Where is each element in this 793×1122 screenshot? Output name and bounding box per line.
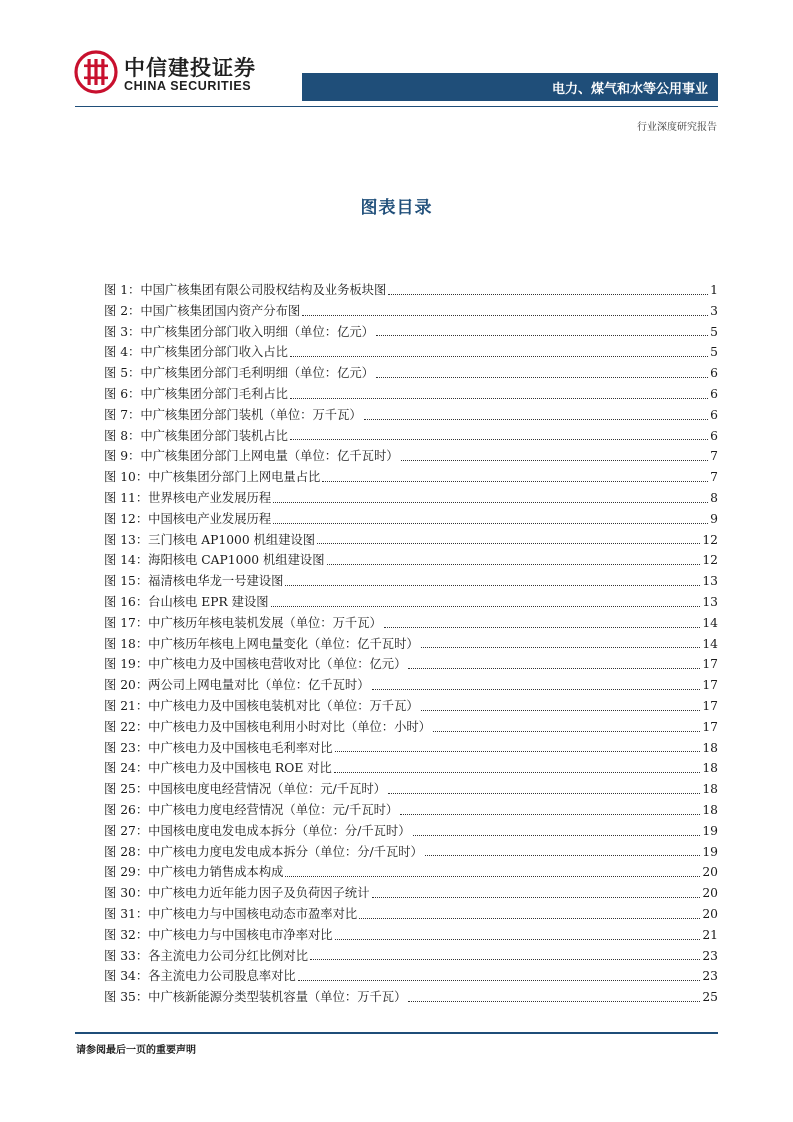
toc-leader-dots (388, 294, 708, 295)
toc-entry-label: 图 19：中广核电力及中国核电营收对比（单位：亿元） (104, 657, 407, 672)
toc-entry-label: 图 1：中国广核集团有限公司股权结构及业务板块图 (104, 283, 387, 297)
toc-entry-page: 3 (710, 303, 718, 318)
toc-entry-page: 14 (702, 615, 718, 630)
toc-leader-dots (302, 315, 708, 316)
toc-entry-label: 图 4：中广核集团分部门收入占比 (104, 345, 288, 360)
toc-leader-dots (273, 502, 708, 503)
toc-entry[interactable] (104, 925, 718, 946)
toc-entry-page: 12 (702, 532, 718, 547)
toc-entry[interactable] (104, 322, 718, 343)
toc-leader-dots (372, 897, 701, 898)
toc-entry-page: 12 (702, 553, 718, 568)
toc-entry-label: 图 6：中广核集团分部门毛利占比 (104, 386, 288, 401)
toc-entry-label: 图 5：中广核集团分部门毛利明细（单位：亿元） (104, 366, 374, 381)
toc-entry[interactable] (104, 717, 718, 738)
toc-entry[interactable] (104, 821, 718, 842)
logo-chinese-name: 中信建投证券 (124, 56, 256, 80)
toc-leader-dots (425, 855, 701, 856)
toc-entry-label: 图 23：中广核电力及中国核电毛利率对比 (104, 740, 333, 755)
figure-toc-list (104, 280, 718, 1008)
toc-entry-page: 7 (710, 470, 718, 485)
toc-entry-page: 21 (702, 927, 718, 942)
toc-entry[interactable] (104, 758, 718, 779)
page-header (0, 0, 793, 140)
toc-leader-dots (285, 585, 700, 586)
toc-leader-dots (359, 918, 700, 919)
toc-entry-label: 图 7：中广核集团分部门装机（单位：万千瓦） (104, 407, 362, 422)
toc-entry-label: 图 34：各主流电力公司股息率对比 (104, 969, 296, 984)
toc-entry-label: 图 32：中广核电力与中国核电市净率对比 (104, 927, 333, 942)
toc-entry-label: 图 27：中国核电度电发电成本拆分（单位：分/千瓦时） (104, 823, 411, 838)
toc-entry[interactable] (104, 946, 718, 967)
toc-leader-dots (290, 356, 708, 357)
toc-entry-page: 9 (710, 511, 718, 526)
china-securities-logo-icon (74, 50, 118, 94)
toc-entry-page: 17 (702, 678, 718, 693)
toc-entry-label: 图 15：福清核电华龙一号建设图 (104, 574, 284, 589)
toc-entry[interactable] (104, 987, 718, 1008)
toc-leader-dots (401, 460, 709, 461)
toc-entry-label: 图 28：中广核电力度电发电成本拆分（单位：分/千瓦时） (104, 844, 423, 859)
logo-english-name: CHINA SECURITIES (124, 79, 252, 93)
toc-entry-page: 14 (702, 636, 718, 651)
toc-entry[interactable] (104, 467, 718, 488)
toc-entry[interactable] (104, 488, 718, 509)
toc-entry-page: 17 (702, 657, 718, 672)
toc-entry[interactable] (104, 842, 718, 863)
toc-entry-label: 图 25：中国核电度电经营情况（单位：元/千瓦时） (104, 782, 386, 797)
toc-entry-page: 17 (702, 698, 718, 713)
toc-entry-label: 图 22：中广核电力及中国核电利用小时对比（单位：小时） (104, 719, 431, 734)
toc-leader-dots (335, 939, 701, 940)
toc-entry-page: 23 (702, 969, 718, 984)
toc-entry[interactable] (104, 550, 718, 571)
toc-entry[interactable] (104, 530, 718, 551)
footer-divider (75, 1032, 718, 1034)
toc-entry-page: 19 (702, 823, 718, 838)
toc-entry-page: 7 (710, 449, 718, 464)
toc-entry-label: 图 35：中广核新能源分类型装机容量（单位：万千瓦） (104, 990, 407, 1005)
toc-entry[interactable] (104, 738, 718, 759)
toc-leader-dots (364, 419, 709, 420)
toc-entry-label: 图 31：中广核电力与中国核电动态市盈率对比 (104, 906, 358, 921)
header-divider (75, 106, 718, 107)
toc-entry-label: 图 8：中广核集团分部门装机占比 (104, 428, 288, 443)
toc-entry-page: 20 (702, 906, 718, 921)
toc-entry[interactable] (104, 862, 718, 883)
toc-entry[interactable] (104, 634, 718, 655)
toc-entry-label: 图 18：中广核历年核电上网电量变化（单位：亿千瓦时） (104, 636, 419, 651)
toc-entry-label: 图 10：中广核集团分部门上网电量占比 (104, 470, 321, 485)
toc-leader-dots (327, 564, 701, 565)
toc-entry-page: 13 (702, 574, 718, 589)
toc-leader-dots (408, 668, 700, 669)
toc-entry[interactable] (104, 571, 718, 592)
toc-entry-label: 图 20：两公司上网电量对比（单位：亿千瓦时） (104, 678, 370, 693)
toc-leader-dots (285, 876, 700, 877)
toc-entry-page: 18 (702, 740, 718, 755)
toc-entry[interactable] (104, 509, 718, 530)
toc-entry[interactable] (104, 405, 718, 426)
toc-entry[interactable] (104, 613, 718, 634)
toc-entry-label: 图 33：各主流电力公司分红比例对比 (104, 948, 309, 963)
toc-entry-label: 图 17：中广核历年核电装机发展（单位：万千瓦） (104, 615, 382, 630)
toc-entry[interactable] (104, 592, 718, 613)
toc-entry-label: 图 30：中广核电力近年能力因子及负荷因子统计 (104, 886, 370, 901)
toc-entry-label: 图 2：中国广核集团国内资产分布图 (104, 303, 301, 318)
toc-entry-page: 6 (710, 428, 718, 443)
toc-entry-page: 1 (710, 283, 718, 297)
toc-entry[interactable] (104, 675, 718, 696)
sector-banner (302, 73, 718, 101)
toc-entry-label: 图 13：三门核电 AP1000 机组建设图 (104, 532, 316, 547)
toc-leader-dots (376, 335, 708, 336)
toc-entry-page: 17 (702, 719, 718, 734)
toc-entry-page: 6 (710, 366, 718, 381)
toc-entry-page: 18 (702, 802, 718, 817)
toc-leader-dots (317, 543, 700, 544)
toc-entry[interactable] (104, 904, 718, 925)
toc-leader-dots (322, 481, 708, 482)
toc-leader-dots (400, 814, 700, 815)
toc-leader-dots (388, 793, 700, 794)
toc-entry-page: 13 (702, 594, 718, 609)
toc-entry-label: 图 3：中广核集团分部门收入明细（单位：亿元） (104, 324, 374, 339)
toc-entry[interactable] (104, 426, 718, 447)
toc-leader-dots (421, 710, 701, 711)
toc-leader-dots (384, 627, 701, 628)
toc-leader-dots (290, 439, 708, 440)
toc-entry-label: 图 11：世界核电产业发展历程 (104, 490, 272, 505)
toc-entry-label: 图 26：中广核电力度电经营情况（单位：元/千瓦时） (104, 802, 399, 817)
toc-leader-dots (421, 647, 701, 648)
toc-leader-dots (433, 731, 700, 732)
toc-entry-page: 6 (710, 407, 718, 422)
toc-entry-label: 图 9：中广核集团分部门上网电量（单位：亿千瓦时） (104, 449, 399, 464)
sector-name: 电力、煤气和水等公用事业 (551, 82, 708, 97)
toc-entry-label: 图 21：中广核电力及中国核电装机对比（单位：万千瓦） (104, 698, 419, 713)
company-logo (74, 50, 254, 102)
toc-entry[interactable] (104, 280, 718, 301)
toc-entry-page: 25 (702, 990, 718, 1005)
toc-entry-page: 20 (702, 886, 718, 901)
toc-leader-dots (335, 751, 701, 752)
toc-entry-page: 6 (710, 386, 718, 401)
footer-disclaimer: 请参阅最后一页的重要声明 (76, 1045, 196, 1056)
toc-entry[interactable] (104, 696, 718, 717)
toc-entry[interactable] (104, 654, 718, 675)
toc-entry-page: 19 (702, 844, 718, 859)
toc-leader-dots (372, 689, 701, 690)
toc-leader-dots (298, 980, 701, 981)
toc-leader-dots (334, 772, 700, 773)
toc-entry[interactable] (104, 800, 718, 821)
toc-entry[interactable] (104, 301, 718, 322)
toc-entry-label: 图 14：海阳核电 CAP1000 机组建设图 (104, 553, 325, 568)
toc-entry-page: 8 (710, 490, 718, 505)
toc-entry-label: 图 16：台山核电 EPR 建设图 (104, 594, 269, 609)
toc-entry[interactable] (104, 384, 718, 405)
toc-leader-dots (413, 835, 701, 836)
report-type: 行业深度研究报告 (637, 122, 717, 133)
toc-leader-dots (271, 606, 701, 607)
toc-title: 图表目录 (360, 198, 433, 218)
toc-entry[interactable] (104, 446, 718, 467)
toc-entry-page: 20 (702, 865, 718, 880)
toc-leader-dots (290, 398, 708, 399)
toc-leader-dots (408, 1001, 700, 1002)
toc-entry[interactable] (104, 779, 718, 800)
toc-leader-dots (376, 377, 708, 378)
toc-entry[interactable] (104, 342, 718, 363)
toc-entry-page: 18 (702, 761, 718, 776)
toc-leader-dots (310, 959, 700, 960)
toc-entry-page: 18 (702, 782, 718, 797)
toc-entry-label: 图 24：中广核电力及中国核电 ROE 对比 (104, 761, 332, 776)
toc-entry-page: 23 (702, 948, 718, 963)
toc-leader-dots (273, 523, 708, 524)
toc-entry-page: 5 (710, 324, 718, 339)
toc-entry-label: 图 12：中国核电产业发展历程 (104, 511, 272, 526)
toc-entry[interactable] (104, 883, 718, 904)
toc-entry[interactable] (104, 363, 718, 384)
toc-entry[interactable] (104, 966, 718, 987)
toc-entry-label: 图 29：中广核电力销售成本构成 (104, 865, 284, 880)
toc-entry-page: 5 (710, 345, 718, 360)
